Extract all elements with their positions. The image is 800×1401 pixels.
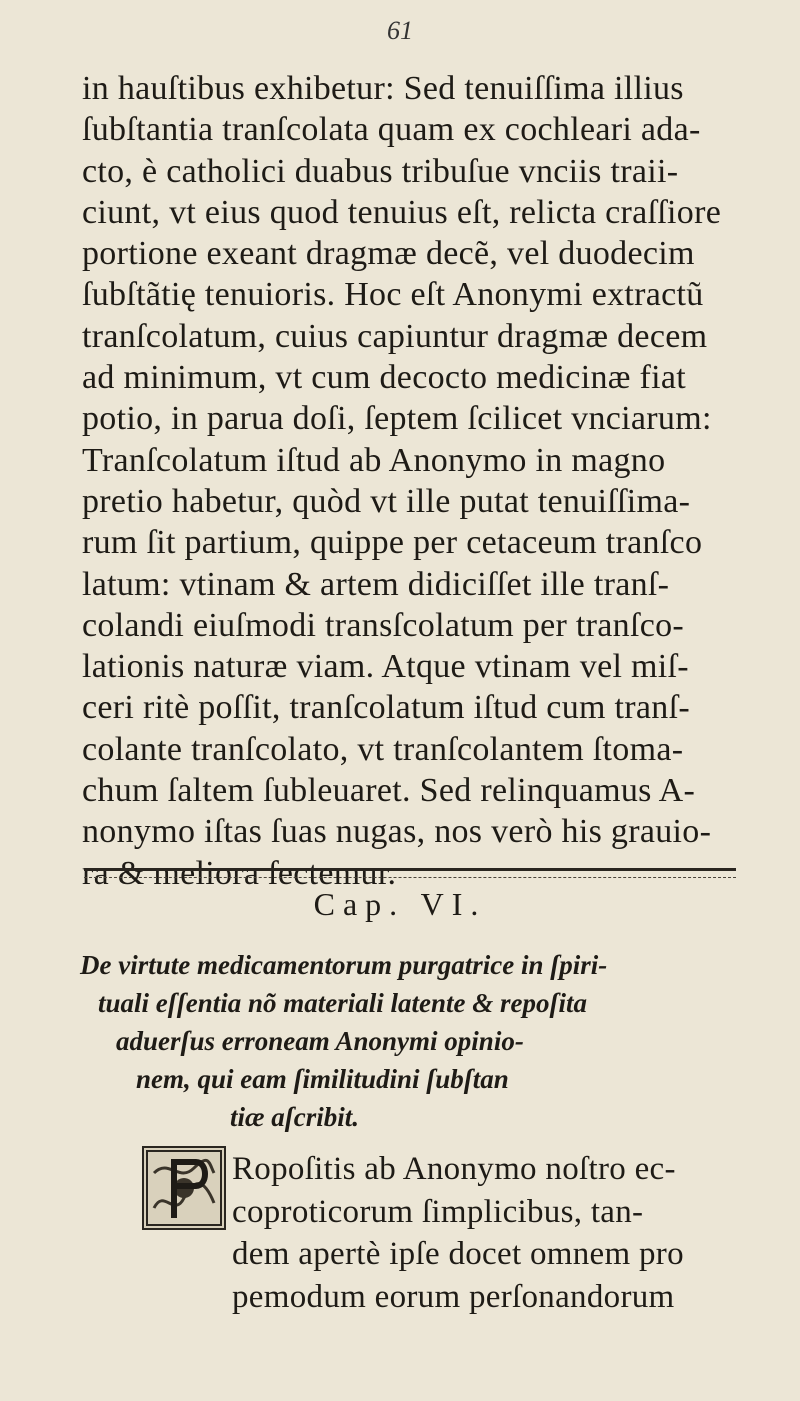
text-line: tranſcolatum, cuius capiuntur dragmæ decem (82, 317, 708, 355)
text-line: potio, in parua doſi, ſeptem ſcilicet vnciarum: (82, 400, 712, 438)
text-line: colandi eiuſmodi transſcolatum per tranſco- (82, 606, 685, 644)
text-line: aduerſus erroneam Anonymi opinio- (116, 1026, 524, 1056)
text-line: colante tranſcolato, vt tranſcolantem ſtoma- (82, 730, 684, 768)
text-line: ſubſtãtię tenuioris. Hoc eſt Anonymi extractũ (82, 276, 704, 314)
ornamental-rule (84, 868, 736, 878)
text-line: tuali eſſentia nõ materiali latente & repoſita (98, 988, 587, 1018)
text-line: ciunt, vt eius quod tenuius eſt, relicta craſſiore (82, 193, 722, 231)
text-line: ceri ritè poſſit, tranſcolatum iſtud cum tranſ- (82, 689, 690, 727)
body-text (82, 68, 742, 894)
text-line: ſubſtantia tranſcolata quam ex cochleari ada- (82, 111, 701, 149)
text-line: in hauſtibus exhibetur: Sed tenuiſſima illius (82, 70, 684, 107)
text-line: portione exeant dragmæ decẽ, vel duodecim (82, 235, 695, 273)
text-line: dem apertè ipſe docet omnem pro (232, 1236, 684, 1272)
chapter-rubric (80, 946, 750, 1136)
text-line: nem, qui eam ſimilitudini ſubſtan (136, 1064, 509, 1094)
text-line: nonymo iſtas ſuas nugas, nos verò his grauio- (82, 813, 712, 851)
text-line: ad minimum, vt cum decocto medicinæ fiat (82, 359, 687, 397)
opening-paragraph (232, 1148, 762, 1318)
text-line: pemodum eorum perſonandorum (232, 1278, 675, 1315)
page-number: 61 (387, 16, 413, 45)
chapter-heading: Cap. VI. (313, 886, 487, 922)
text-line: cto, è catholici duabus tribuſue vnciis traii- (82, 152, 679, 190)
text-line: lationis naturæ viam. Atque vtinam vel miſ- (82, 648, 689, 686)
decorated-initial-icon (142, 1146, 226, 1230)
text-line: ra & meliora ſectemur. (82, 854, 397, 892)
text-line: chum ſaltem ſubleuaret. Sed relinquamus A- (82, 772, 696, 810)
text-line: tiæ aſcribit. (230, 1102, 359, 1132)
text-line: Ropoſitis ab Anonymo noſtro ec- (232, 1151, 676, 1187)
text-line: De virtute medicamentorum purgatrice in ſpiri- (80, 950, 608, 980)
text-line: Tranſcolatum iſtud ab Anonymo in magno (82, 441, 666, 479)
text-line: coproticorum ſimplicibus, tan- (232, 1193, 644, 1230)
text-line: latum: vtinam & artem didiciſſet ille tranſ- (82, 565, 670, 603)
text-line: rum ſit partium, quippe per cetaceum tranſco (82, 524, 703, 562)
text-line: pretio habetur, quòd vt ille putat tenuiſſima- (82, 482, 691, 520)
